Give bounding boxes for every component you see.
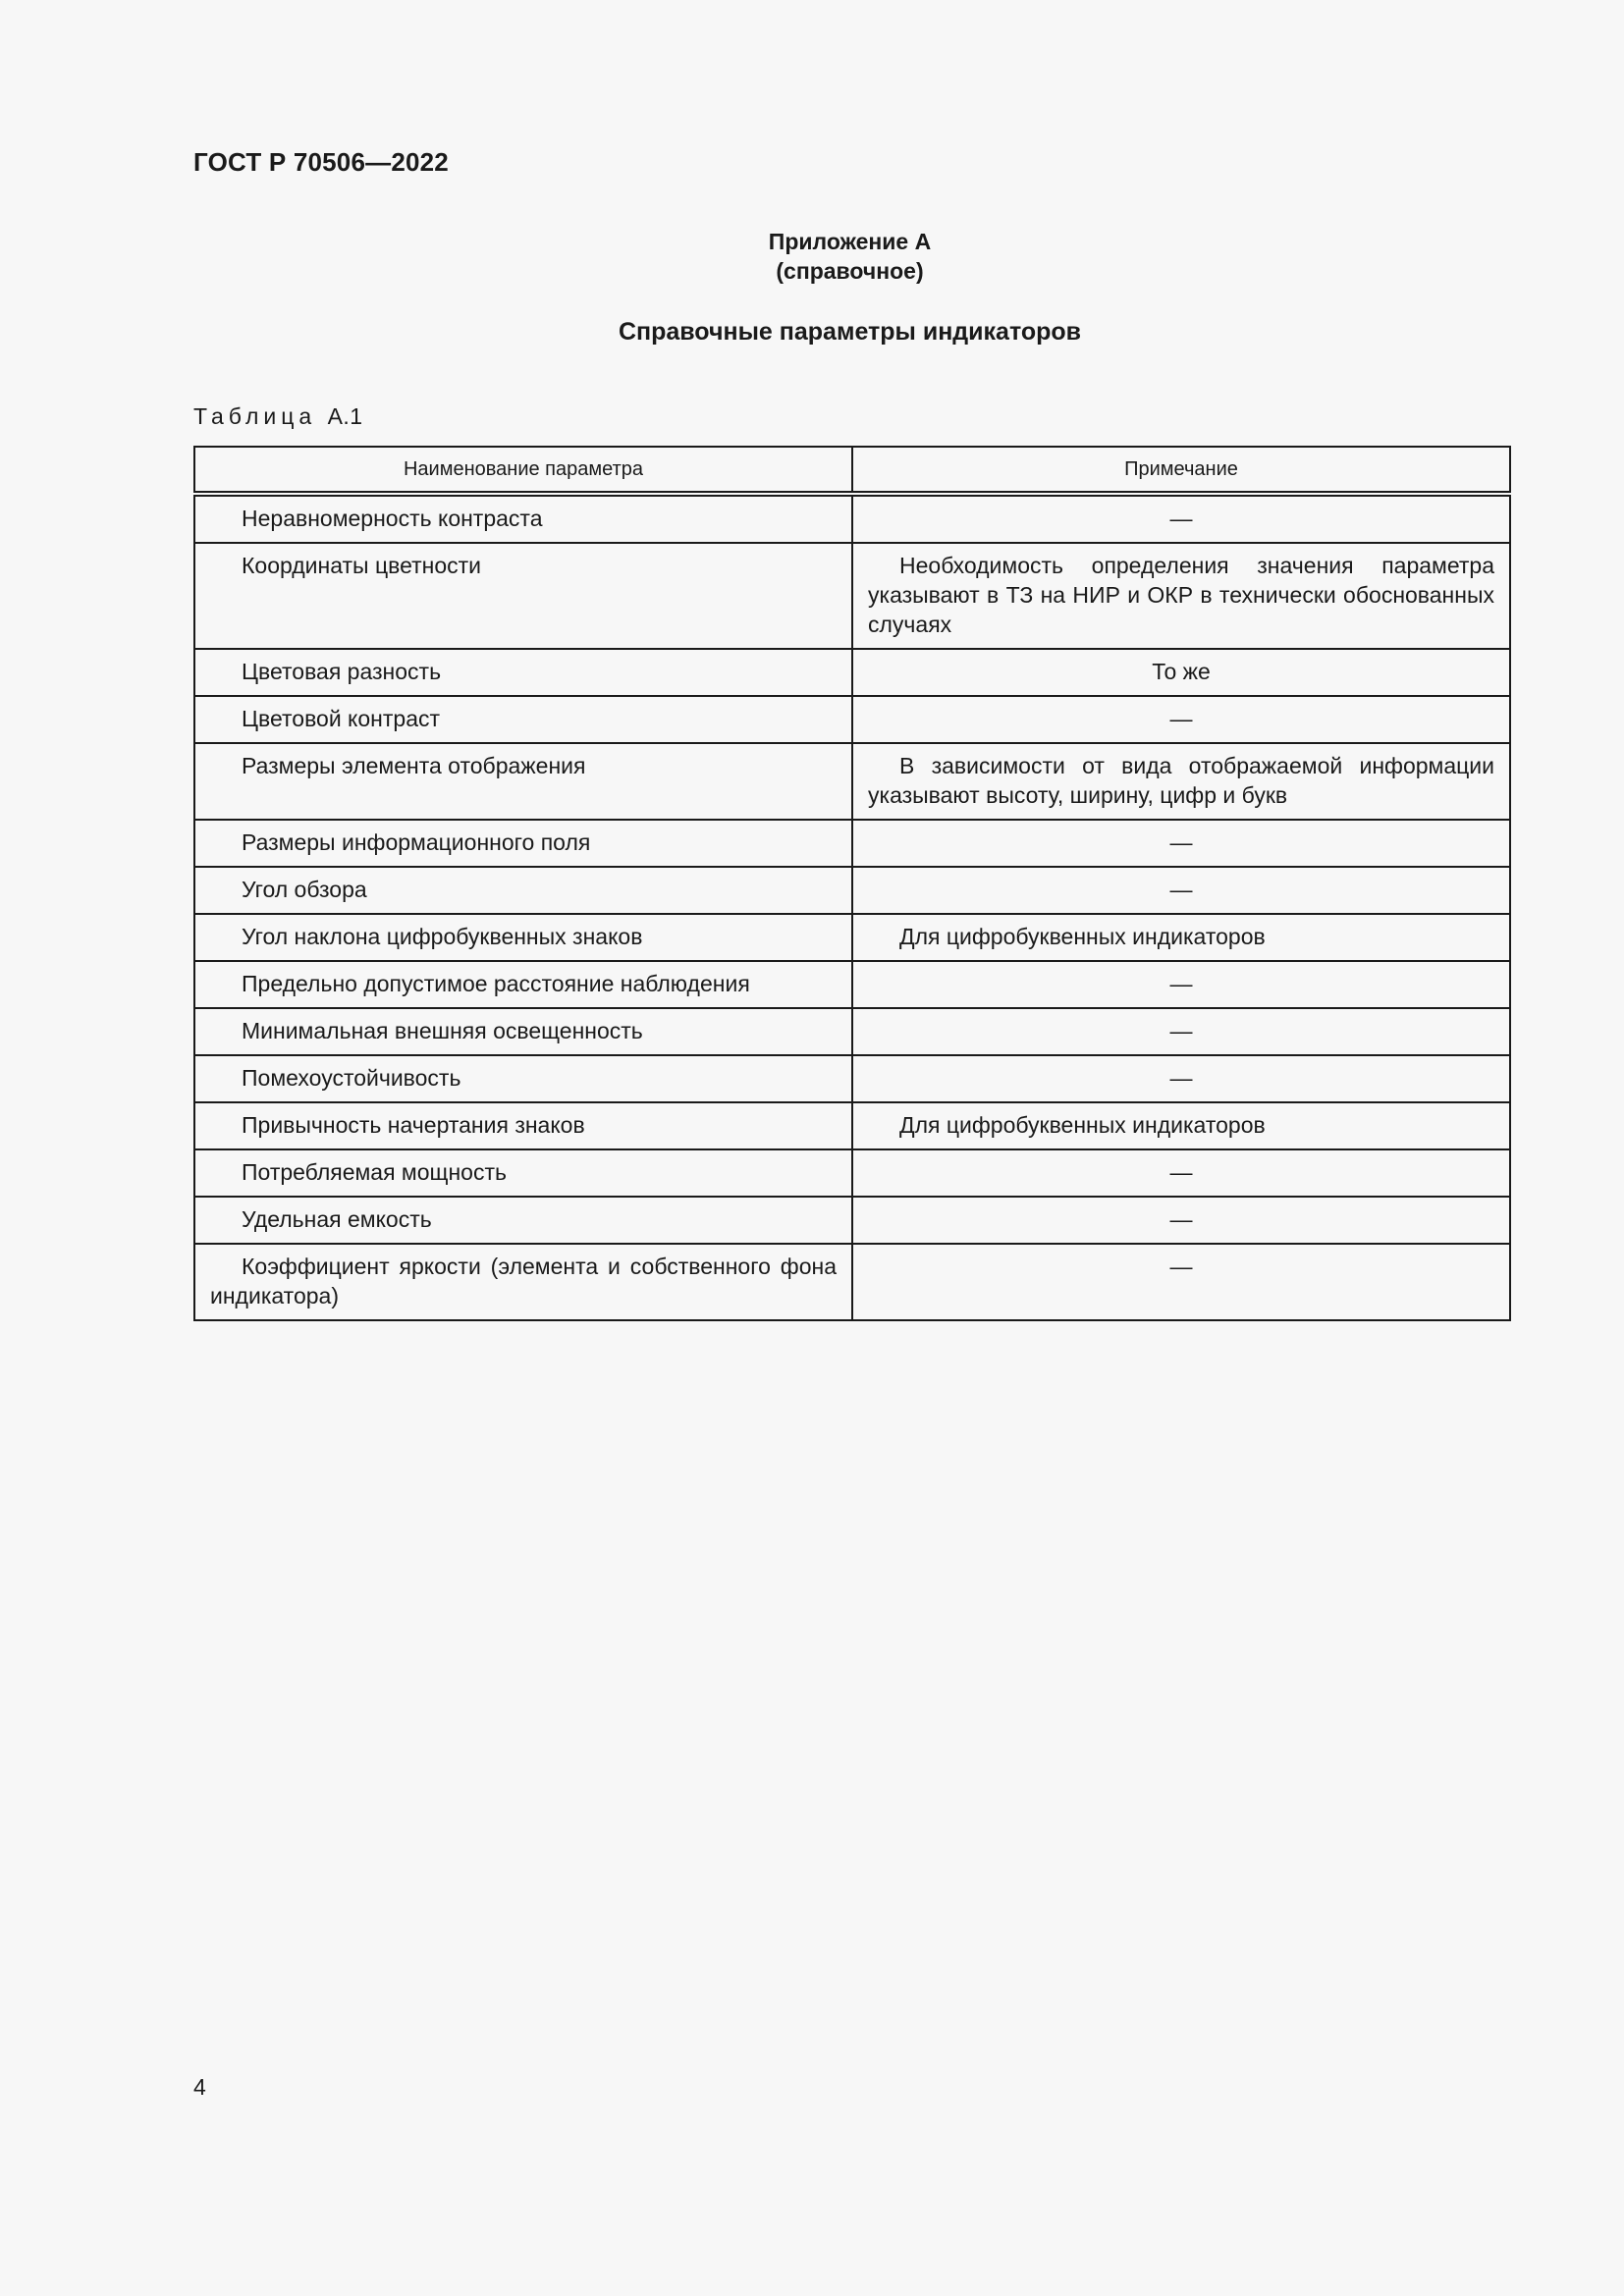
parameter-note: — [852,494,1510,543]
section-title: Справочные параметры индикаторов [618,318,1082,346]
parameter-note: — [852,696,1510,743]
parameter-note: — [852,1008,1510,1055]
appendix-status: (справочное) [776,258,924,284]
parameter-name: Удельная емкость [194,1197,852,1244]
parameter-name: Коэффициент яркости (элемента и собственного фона индикатора) [194,1244,852,1320]
parameter-note: — [852,1055,1510,1102]
table-row [194,1008,1510,1055]
page-number: 4 [193,2074,206,2100]
table-row [194,820,1510,867]
table-row [194,494,1510,543]
table-row [194,1244,1510,1320]
column-header-parameter: Наименование параметра [194,447,852,494]
parameter-note: — [852,820,1510,867]
parameter-name: Угол обзора [194,867,852,914]
column-header-note: Примечание [852,447,1510,494]
document-code: ГОСТ Р 70506—2022 [193,147,449,177]
parameter-note: — [852,1149,1510,1197]
table-row [194,914,1510,961]
parameter-name: Размеры элемента отображения [194,743,852,820]
table-row [194,696,1510,743]
table-header-row [194,447,1510,494]
appendix-heading [0,227,1624,286]
table-row [194,1055,1510,1102]
parameter-note: Для цифробуквенных индикаторов [852,1102,1510,1149]
parameter-name: Неравномерность контраста [194,494,852,543]
parameter-name: Минимальная внешняя освещенность [194,1008,852,1055]
table-row [194,543,1510,649]
parameter-note: То же [852,649,1510,696]
parameter-note: Необходимость определения значения параметра указывают в ТЗ на НИР и ОКР в технически обоснованных случаях [852,543,1510,649]
table-caption [193,403,363,430]
parameter-name: Привычность начертания знаков [194,1102,852,1149]
table-row [194,1102,1510,1149]
parameter-note: Для цифробуквенных индикаторов [852,914,1510,961]
table-row [194,1197,1510,1244]
table-row [194,1149,1510,1197]
table-row [194,649,1510,696]
parameters-table [193,446,1511,1321]
parameter-note: — [852,961,1510,1008]
parameter-name: Потребляемая мощность [194,1149,852,1197]
parameter-note: В зависимости от вида отображаемой информации указывают высоту, ширину, цифр и букв [852,743,1510,820]
parameter-name: Координаты цветности [194,543,852,649]
table-caption-number: А.1 [327,403,363,429]
parameter-name: Помехоустойчивость [194,1055,852,1102]
parameter-name: Предельно допустимое расстояние наблюдения [194,961,852,1008]
table-row [194,961,1510,1008]
appendix-title: Приложение А [768,229,932,254]
parameter-note: — [852,1197,1510,1244]
parameter-note: — [852,1244,1510,1320]
parameter-name: Цветовой контраст [194,696,852,743]
table-row [194,867,1510,914]
parameter-note: — [852,867,1510,914]
parameter-name: Размеры информационного поля [194,820,852,867]
parameter-name: Угол наклона цифробуквенных знаков [194,914,852,961]
table-row [194,743,1510,820]
parameter-name: Цветовая разность [194,649,852,696]
table-caption-word: Таблица [193,403,317,429]
